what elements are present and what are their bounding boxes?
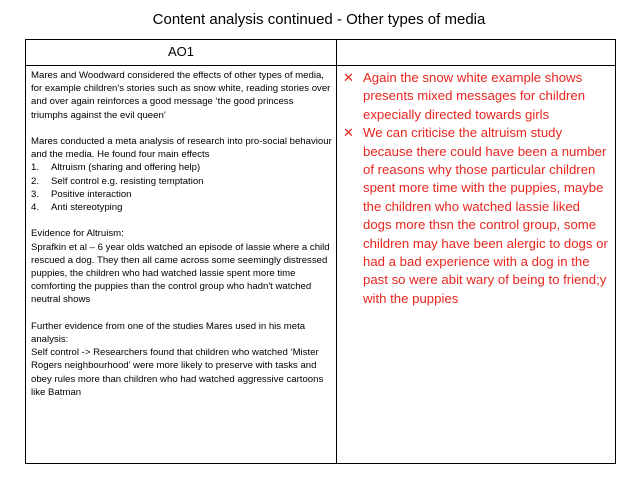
right-column-cell <box>337 66 616 464</box>
list-item <box>31 188 332 201</box>
meta-analysis-paragraph: Mares conducted a meta analysis of research into pro-social behaviour and the media. He found four main effects <box>31 136 332 161</box>
table-body-row <box>26 66 616 464</box>
list-number: 4. <box>31 202 40 214</box>
header-cell-empty <box>337 40 616 66</box>
mares-woodward-paragraph: Mares and Woodward considered the effects of other types of media, for example children's stories such as snow white, reading stories over and over again reinforces a good message ‘the good princess triumphs against the evil queen’ <box>31 70 331 121</box>
evaluation-bullet-text: Again the snow white example shows presents mixed messages for children expecially directed towards girls <box>363 70 586 122</box>
content-analysis-table <box>25 39 616 464</box>
left-column-cell <box>26 66 337 464</box>
header-cell-ao1: AO1 <box>26 40 337 66</box>
list-item <box>31 175 332 188</box>
further-evidence-paragraph: Self control -> Researchers found that children who watched ‘Mister Rogers neighbourhood’ were more likely to preserve with tasks and obey rules more than children who had watched aggressive cartoons like Batman <box>31 347 324 398</box>
list-item-text: Positive interaction <box>51 188 132 200</box>
effects-list <box>31 161 332 214</box>
further-evidence-heading: Further evidence from one of the studies Mares used in his meta analysis: <box>31 320 306 346</box>
table-header-row <box>26 40 616 66</box>
evidence-paragraph: Sprafkin et al – 6 year olds watched an episode of lassie where a child rescued a dog. They then all came across some seemingly distressed puppies, the children who had watched lassie spent more time comforting the puppies than the control group who hadn't watched neutral shows <box>31 241 330 306</box>
x-mark-icon: ✕ <box>343 125 354 141</box>
list-item <box>31 161 332 174</box>
list-item-text: Self control e.g. resisting temptation <box>51 175 204 187</box>
list-number: 3. <box>31 188 40 200</box>
list-item-text: Altruism (sharing and offering help) <box>51 162 201 174</box>
evaluation-bullet <box>343 124 609 308</box>
list-item-text: Anti stereotyping <box>51 202 123 214</box>
list-number: 1. <box>31 162 40 174</box>
list-item <box>31 201 332 214</box>
evidence-heading: Evidence for Altruism: <box>31 228 124 240</box>
evaluation-bullet-text: We can criticise the altruism study because there could have been a number of reasons why those particular children spent more time with the puppies, maybe the children who watched lassie liked dogs more thsn the control group, some children may have been alergic to dogs or had a bad experience with a dog in the past so were abit wary of being to friend;y with the puppies <box>363 125 608 306</box>
left-column-text <box>26 66 336 399</box>
evaluation-bullet <box>343 69 609 124</box>
list-number: 2. <box>31 175 40 187</box>
slide-title: Content analysis continued - Other types of media <box>152 11 486 28</box>
evaluation-bullet-list <box>337 66 615 308</box>
x-mark-icon: ✕ <box>343 70 354 85</box>
